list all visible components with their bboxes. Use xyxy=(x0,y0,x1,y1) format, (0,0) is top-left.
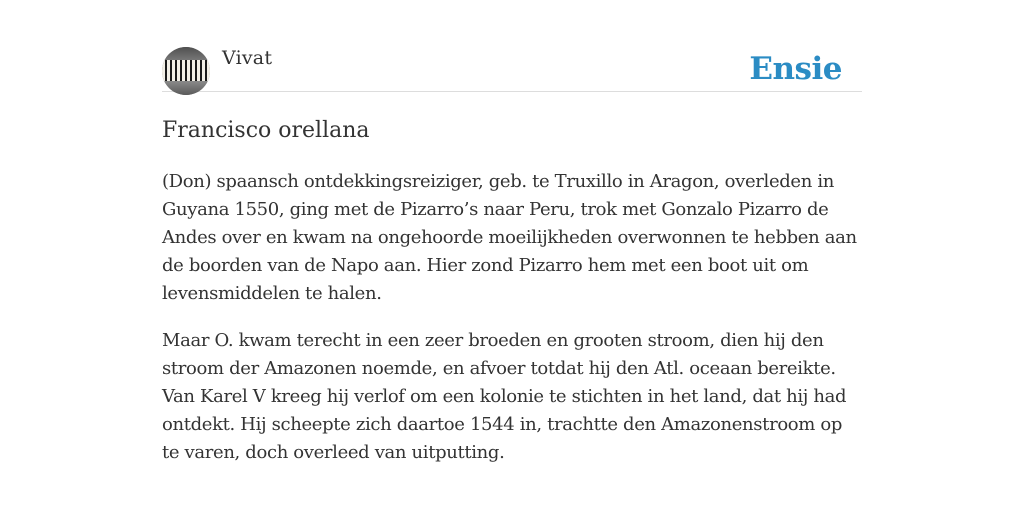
avatar[interactable] xyxy=(162,47,210,95)
entry-header xyxy=(162,46,862,92)
avatar-image-bottom xyxy=(162,81,210,95)
author-name[interactable]: Vivat xyxy=(222,47,273,69)
entry-title: Francisco orellana xyxy=(162,118,370,143)
paragraph: (Don) spaansch ontdekkingsreiziger, geb. te Truxillo in Aragon, overleden in Guyana 1550, ging met de Pizarro’s naar Peru, trok met Gonzalo Pizarro de Andes over en kwam na ongehoorde moeilijkheden overwonnen te hebben aan de boorden van de Napo aan. Hier zond Pizarro hem met een boot uit om levensmiddelen te halen. xyxy=(162,171,857,304)
entry-card xyxy=(162,46,862,486)
entry-body xyxy=(162,168,862,467)
paragraph: Maar O. kwam terecht in een zeer broeden en grooten stroom, dien hij den stroom der Amazonen noemde, en afvoer totdat hij den Atl. oceaan bereikte. Van Karel V kreeg hij verlof om een kolonie te stichten in het land, dat hij had ontdekt. Hij scheepte zich daartoe 1544 in, trachtte den Amazonenstroom op te varen, doch overleed van uitputting. xyxy=(162,330,847,463)
brand-logo[interactable]: Ensie xyxy=(749,51,842,87)
avatar-image-top xyxy=(162,47,210,61)
avatar-image-keys xyxy=(162,60,210,82)
